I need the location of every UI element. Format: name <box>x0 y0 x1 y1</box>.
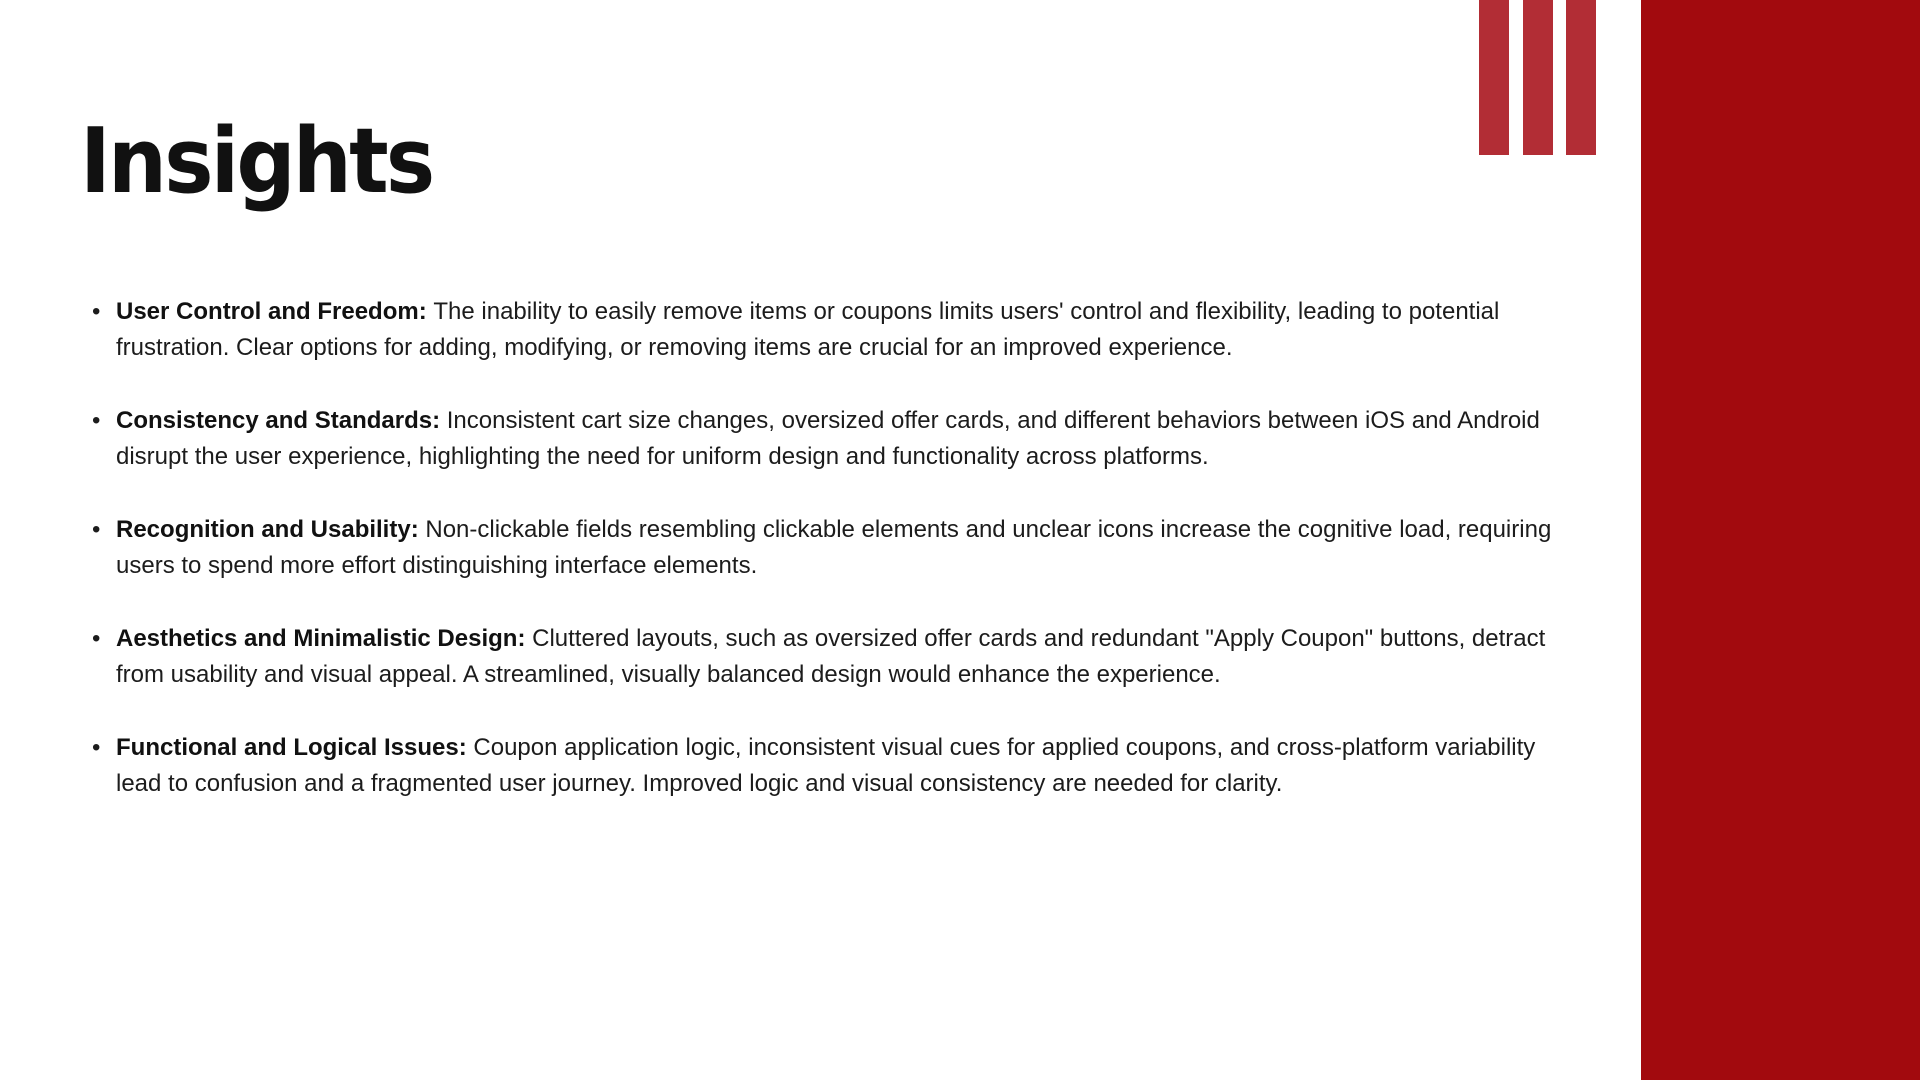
insights-list <box>92 294 1562 839</box>
insight-text: Cluttered layouts, such as oversized offer cards and redundant "Apply Coupon" buttons, detract from usability and visual appeal. A streamlined, visually balanced design would enhance the experience. <box>116 625 1546 688</box>
insight-item-aesthetics <box>92 621 1562 693</box>
insight-heading: Functional and Logical Issues: <box>116 734 474 761</box>
bullet-icon: • <box>92 516 101 543</box>
insight-item-recognition <box>92 512 1562 584</box>
insight-text: Inconsistent cart size changes, oversized offer cards, and different behaviors between iOS and Android disrupt the user experience, highlighting the need for uniform design and functionality across platforms. <box>116 407 1540 470</box>
insight-heading: User Control and Freedom: <box>116 298 434 325</box>
page-title: Insights <box>80 109 433 214</box>
stripe-2 <box>1523 0 1553 155</box>
accent-panel <box>1641 0 1920 1080</box>
bullet-icon: • <box>92 625 101 652</box>
insight-text: Non-clickable fields resembling clickable elements and unclear icons increase the cognitive load, requiring users to spend more effort distinguishing interface elements. <box>116 516 1552 579</box>
insight-item-user-control <box>92 294 1562 366</box>
insight-heading: Recognition and Usability: <box>116 516 426 543</box>
insight-item-consistency <box>92 403 1562 475</box>
bullet-icon: • <box>92 407 101 434</box>
insight-heading: Aesthetics and Minimalistic Design: <box>116 625 533 652</box>
insight-text: The inability to easily remove items or coupons limits users' control and flexibility, leading to potential frustration. Clear options for adding, modifying, or removing items are crucial for an improved experience. <box>116 298 1500 361</box>
bullet-icon: • <box>92 734 101 761</box>
insight-text: Coupon application logic, inconsistent visual cues for applied coupons, and cross-platform variability lead to confusion and a fragmented user journey. Improved logic and visual consistency are needed for clarity. <box>116 734 1536 797</box>
bullet-icon: • <box>92 298 101 325</box>
stripe-1 <box>1479 0 1509 155</box>
insight-item-functional <box>92 730 1562 802</box>
insight-heading: Consistency and Standards: <box>116 407 447 434</box>
decorative-stripes <box>1479 0 1597 155</box>
stripe-3 <box>1566 0 1596 155</box>
